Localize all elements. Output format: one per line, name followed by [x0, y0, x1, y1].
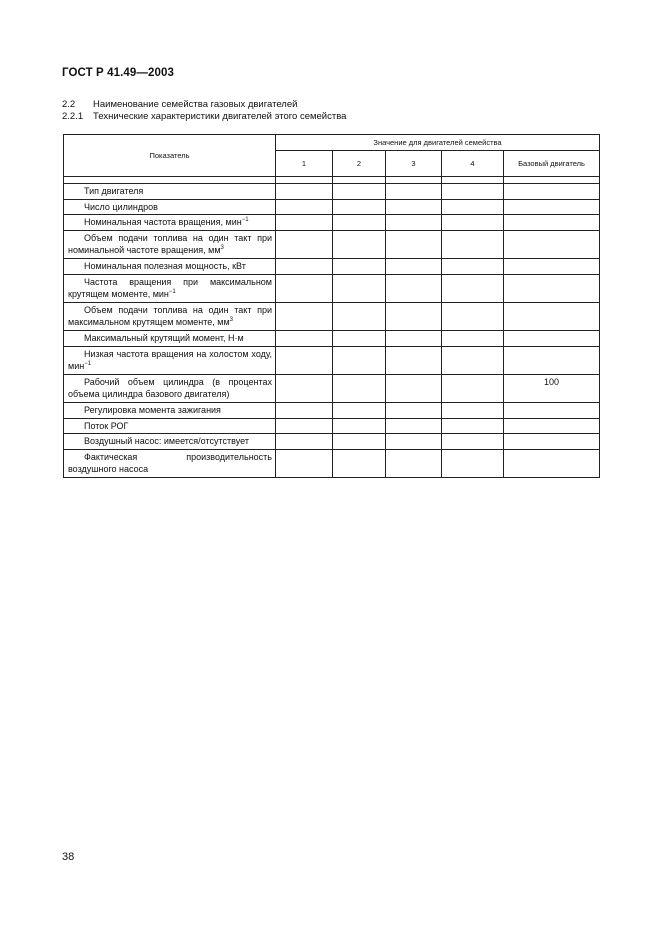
value-cell: [276, 274, 333, 302]
value-cell: [442, 230, 504, 258]
value-cell: [504, 330, 600, 346]
table-row: [64, 302, 600, 330]
section-2-2-1: [62, 111, 346, 122]
value-cell: 100: [504, 374, 600, 402]
table-row: [64, 346, 600, 374]
value-cell: [386, 449, 442, 477]
value-cell: [442, 346, 504, 374]
section-title: Наименование семейства газовых двигателей: [93, 99, 298, 110]
row-label: [64, 184, 276, 200]
value-cell: [276, 199, 333, 215]
value-cell: [504, 346, 600, 374]
section-title: Технические характеристики двигателей этого семейства: [93, 111, 347, 122]
value-cell: [386, 230, 442, 258]
value-cell: [504, 184, 600, 200]
value-cell: [442, 258, 504, 274]
column-header-2: 2: [333, 151, 386, 177]
row-label-text: Объем подачи топлива на один такт при максимальном крутящем моменте, мм: [68, 304, 272, 328]
value-cell: [333, 258, 386, 274]
row-label: [64, 346, 276, 374]
engine-characteristics-table: [63, 134, 599, 478]
value-cell: [333, 302, 386, 330]
value-cell: [386, 402, 442, 418]
row-label-text: Номинальная частота вращения, мин: [84, 217, 242, 228]
value-cell: [276, 402, 333, 418]
value-cell: [504, 215, 600, 231]
table-row: [64, 274, 600, 302]
column-header-base-engine: Базовый двигатель: [504, 151, 600, 177]
value-cell: [442, 330, 504, 346]
value-cell: [276, 418, 333, 434]
row-label-superscript: 3: [220, 245, 224, 252]
value-cell: [504, 434, 600, 450]
value-cell: [442, 374, 504, 402]
row-label-text: Регулировка момента зажигания: [84, 404, 221, 415]
value-cell: [333, 374, 386, 402]
value-cell: [386, 199, 442, 215]
section-2-2: [62, 99, 297, 110]
column-header-indicator: Показатель: [64, 135, 276, 177]
row-label-text: Фактическая производительность воздушного насоса: [68, 451, 272, 475]
value-cell: [333, 199, 386, 215]
value-cell: [442, 418, 504, 434]
row-label-text: Низкая частота вращения на холостом ходу, мин: [68, 348, 272, 372]
value-cell: [442, 215, 504, 231]
value-cell: [333, 274, 386, 302]
row-label: [64, 230, 276, 258]
table-row: [64, 258, 600, 274]
row-label: [64, 449, 276, 477]
row-label: [64, 302, 276, 330]
value-cell: [504, 230, 600, 258]
row-label: [64, 402, 276, 418]
value-cell: [333, 418, 386, 434]
row-label-superscript: −1: [84, 361, 92, 368]
value-cell: [504, 302, 600, 330]
value-cell: [333, 330, 386, 346]
row-label-text: Частота вращения при максимальном крутящем моменте, мин: [68, 276, 272, 300]
value-cell: [276, 449, 333, 477]
document-header: ГОСТ Р 41.49—2003: [62, 67, 174, 79]
value-cell: [333, 402, 386, 418]
value-cell: [504, 418, 600, 434]
column-group-header: Значение для двигателей семейства: [276, 135, 600, 151]
section-number: 2.2.1: [62, 111, 84, 122]
value-cell: [504, 199, 600, 215]
value-cell: [276, 346, 333, 374]
column-header-4: 4: [442, 151, 504, 177]
row-label-text: Максимальный крутящий момент, Н·м: [84, 332, 244, 343]
value-cell: [504, 258, 600, 274]
value-cell: [333, 434, 386, 450]
table-row: [64, 418, 600, 434]
page-number: 38: [62, 851, 75, 863]
row-label: [64, 274, 276, 302]
value-cell: [333, 230, 386, 258]
value-cell: [504, 274, 600, 302]
value-cell: [276, 230, 333, 258]
table: [63, 134, 600, 478]
value-cell: [442, 199, 504, 215]
row-label-text: Рабочий объем цилиндра (в процентах объема цилиндра базового двигателя): [68, 376, 272, 400]
table-row: [64, 449, 600, 477]
value-cell: [386, 330, 442, 346]
row-label: [64, 215, 276, 231]
value-cell: [276, 215, 333, 231]
row-label-superscript: −1: [241, 217, 249, 224]
section-number: 2.2: [62, 99, 76, 110]
value-cell: [442, 402, 504, 418]
table-row: [64, 374, 600, 402]
row-label: [64, 199, 276, 215]
value-cell: [333, 215, 386, 231]
row-label-text: Поток РОГ: [84, 420, 129, 431]
value-cell: [386, 258, 442, 274]
row-label-text: Номинальная полезная мощность, кВт: [84, 260, 246, 271]
table-body: [64, 184, 600, 478]
row-label-text: Число цилиндров: [84, 201, 158, 212]
table-row: [64, 215, 600, 231]
row-label-text: Воздушный насос: имеется/отсутствует: [84, 436, 249, 447]
value-cell: [386, 346, 442, 374]
row-label-text: Тип двигателя: [84, 186, 144, 196]
row-label-text: Объем подачи топлива на один такт при номинальной частоте вращения, мм: [68, 232, 272, 256]
value-cell: [442, 449, 504, 477]
table-row: [64, 402, 600, 418]
value-cell: [442, 184, 504, 200]
value-cell: [276, 330, 333, 346]
value-cell: [386, 434, 442, 450]
row-label-superscript: 3: [229, 317, 233, 324]
row-label: [64, 330, 276, 346]
table-row: [64, 199, 600, 215]
row-label-superscript: −1: [168, 289, 176, 296]
value-cell: [504, 402, 600, 418]
value-cell: [386, 184, 442, 200]
value-cell: [276, 374, 333, 402]
value-cell: [386, 374, 442, 402]
table-row: [64, 330, 600, 346]
row-label: [64, 374, 276, 402]
value-cell: [276, 434, 333, 450]
value-cell: [386, 302, 442, 330]
value-cell: [333, 346, 386, 374]
column-header-3: 3: [386, 151, 442, 177]
column-header-1: 1: [276, 151, 333, 177]
table-row: [64, 434, 600, 450]
table-row: [64, 184, 600, 200]
row-label: [64, 434, 276, 450]
value-cell: [276, 184, 333, 200]
row-label: [64, 418, 276, 434]
header-spacer-row: [64, 177, 600, 184]
value-cell: [333, 184, 386, 200]
value-cell: [442, 302, 504, 330]
value-cell: [386, 418, 442, 434]
table-row: [64, 230, 600, 258]
value-cell: [276, 258, 333, 274]
row-label: [64, 258, 276, 274]
value-cell: [386, 274, 442, 302]
value-cell: [504, 449, 600, 477]
value-cell: [333, 449, 386, 477]
value-cell: [442, 434, 504, 450]
value-cell: [442, 274, 504, 302]
value-cell: [276, 302, 333, 330]
value-cell: [386, 215, 442, 231]
